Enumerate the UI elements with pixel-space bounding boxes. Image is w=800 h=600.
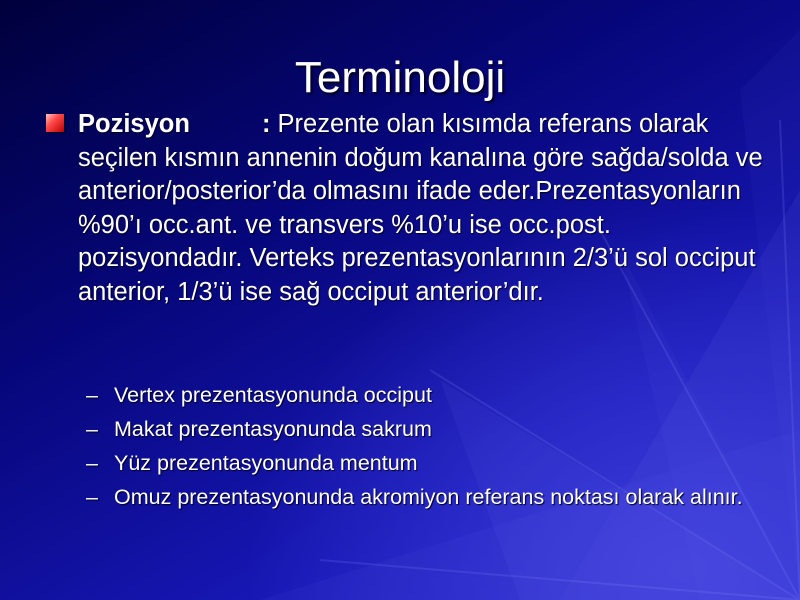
- dash-icon: –: [86, 485, 98, 509]
- list-item: [86, 449, 776, 478]
- dash-icon: –: [86, 451, 98, 475]
- list-item-text: Omuz prezentasyonunda akromiyon referans noktası olarak alınır.: [114, 485, 743, 509]
- list-item-text: Yüz prezentasyonunda mentum: [114, 451, 418, 475]
- dash-icon: –: [86, 383, 98, 407]
- slide-title: Terminoloji: [294, 53, 506, 102]
- term-colon: :: [261, 110, 271, 138]
- term-definition: Prezente olan kısımda referans olarak seçilen kısmın annenin doğum kanalına göre sağda/solda ve anterior/posterior’da olmasını ifade eder.Prezentasyonların %90’ı occ.ant. ve transvers %10’u ise occ.post. pozisyondadır. Verteks prezentasyonlarının 2/3’ü sol occiput anterior, 1/3’ü ise sağ occiput anterior’dır.: [78, 110, 763, 306]
- term-label: Pozisyon: [78, 110, 190, 138]
- list-item: [86, 483, 776, 512]
- list-item: [86, 415, 776, 444]
- dash-icon: –: [86, 417, 98, 441]
- sub-bullet-list: [86, 381, 776, 517]
- main-bullet-text: [78, 108, 768, 309]
- list-item: [86, 381, 776, 410]
- list-item-text: Vertex prezentasyonunda occiput: [114, 383, 432, 407]
- square-bullet-icon: [46, 114, 64, 132]
- list-item-text: Makat prezentasyonunda sakrum: [114, 417, 432, 441]
